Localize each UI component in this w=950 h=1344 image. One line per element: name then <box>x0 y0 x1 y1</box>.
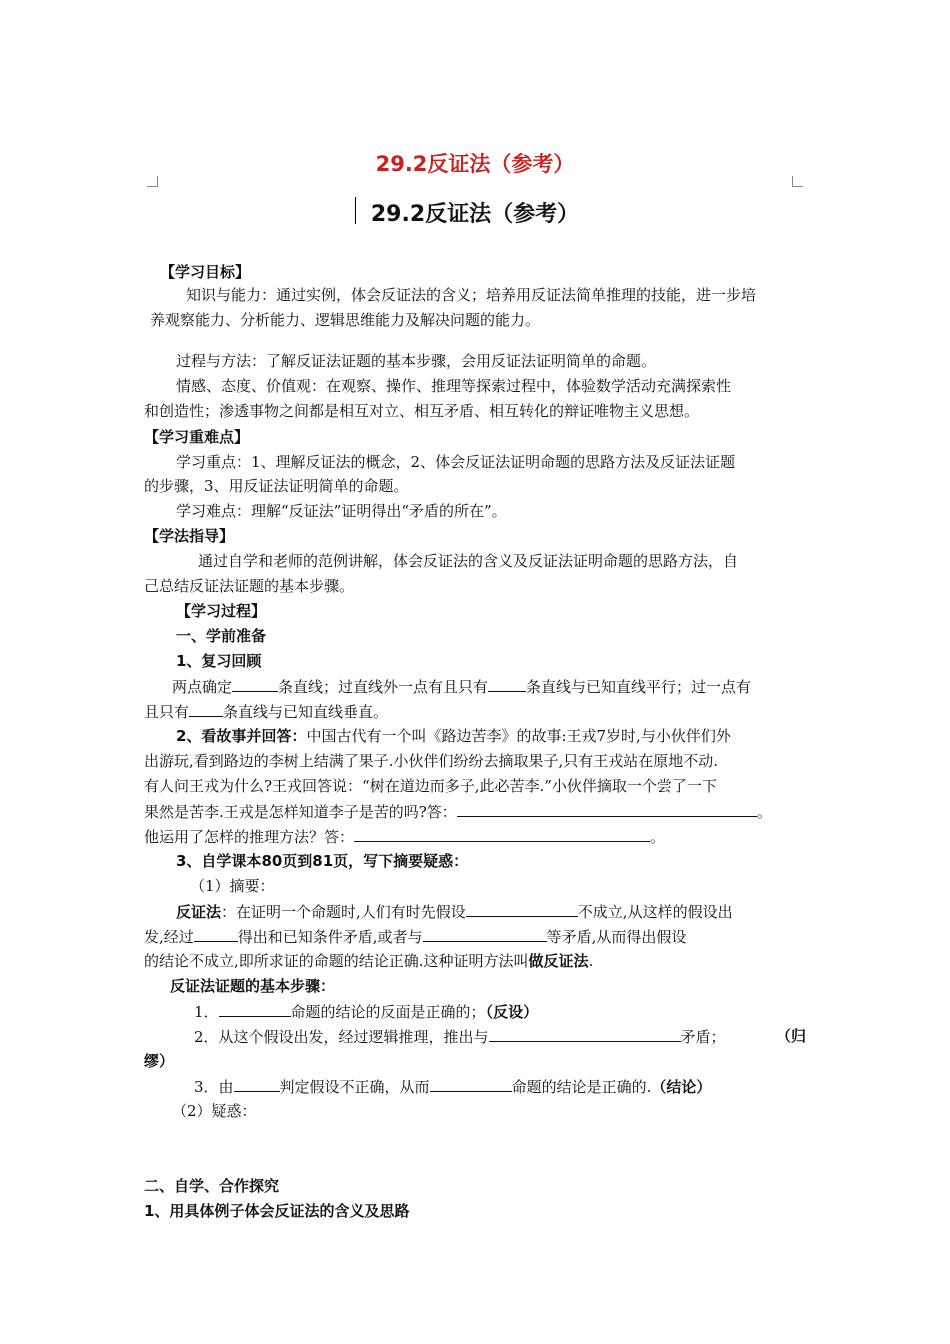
text: 他运用了怎样的推理方法？答： <box>144 828 355 846</box>
definition-line-3 <box>144 951 593 971</box>
answer-blank[interactable] <box>423 926 547 942</box>
text: 中国古代有一个叫《路边苦李》的故事:王戎7岁时,与小伙伴们外 <box>306 727 731 745</box>
doubt-label: （2）疑惑： <box>172 1102 257 1120</box>
steps-heading: 反证法证题的基本步骤： <box>170 977 336 995</box>
text: 判定假设不正确，从而 <box>279 1078 430 1096</box>
goals-line: 养观察能力、分析能力、逻辑思维能力及解决问题的能力。 <box>150 311 541 329</box>
section-2-heading: 二、自学、合作探究 <box>144 1177 280 1195</box>
text: 不成立,从这样的假设出 <box>577 903 733 921</box>
item-2-heading: 2、看故事并回答： <box>176 727 307 745</box>
definition-term: 反证法 <box>176 903 222 921</box>
goals-line: 知识与能力：通过实例，体会反证法的含义；培养用反证法简单推理的技能，进一步培 <box>186 286 757 304</box>
answer-blank[interactable] <box>194 926 238 942</box>
section-2-item-1: 1、用具体例子体会反证法的含义及思路 <box>144 1202 410 1220</box>
story-line-1 <box>176 726 731 746</box>
review-line-2 <box>144 701 388 722</box>
method-heading: 【学法指导】 <box>144 527 235 545</box>
document-header-title: 29.2反证法（参考） <box>375 152 575 176</box>
answer-blank[interactable] <box>488 676 526 692</box>
process-heading: 【学习过程】 <box>176 602 267 620</box>
answer-blank[interactable] <box>430 1076 512 1092</box>
goals-line: 和创造性；渗透事物之间都是相互对立、相互矛盾、相互转化的辩证唯物主义思想。 <box>144 402 700 420</box>
step-1 <box>194 1001 538 1022</box>
definition-line-1 <box>176 901 733 922</box>
answer-blank[interactable] <box>466 901 578 917</box>
text: 果然是苦李.王戎是怎样知道李子是苦的吗?答： <box>144 803 457 821</box>
answer-blank[interactable] <box>232 676 278 692</box>
section-1-heading: 一、学前准备 <box>176 627 267 645</box>
text: 得出和已知条件矛盾,或者与 <box>237 928 423 946</box>
text: 条直线与已知直线平行；过一点有 <box>526 678 752 696</box>
step-2-tag: （归 <box>776 1027 807 1045</box>
story-line-4 <box>144 801 772 822</box>
answer-blank[interactable] <box>234 1076 280 1092</box>
summary-label: （1）摘要： <box>190 877 275 895</box>
margin-corner-mark-right <box>792 176 803 187</box>
text: 3．由 <box>194 1078 234 1096</box>
step-2 <box>194 1026 726 1047</box>
goals-heading: 【学习目标】 <box>160 263 251 281</box>
text: 条直线与已知直线垂直。 <box>223 703 389 721</box>
text: 。 <box>650 828 666 846</box>
text: 的结论不成立,即所求证的命题的结论正确.这种证明方法叫 <box>144 952 529 970</box>
text: ：在证明一个命题时,人们有时先假设 <box>221 903 466 921</box>
margin-corner-mark-left <box>147 176 158 187</box>
text: （结论） <box>651 1078 712 1096</box>
text: 命题的结论的反面是正确的； <box>290 1003 486 1021</box>
item-3-heading: 3、自学课本80页到81页，写下摘要疑惑： <box>176 852 469 870</box>
answer-blank[interactable] <box>189 701 223 717</box>
text: 做反证法 <box>528 952 589 970</box>
keypoints-line: 的步骤，3、用反证法证明简单的命题。 <box>144 477 409 495</box>
answer-blank[interactable] <box>219 1001 291 1017</box>
text: 。 <box>756 803 772 821</box>
page-title[interactable]: 29.2反证法（参考） <box>370 202 580 227</box>
text: 且只有 <box>144 703 190 721</box>
answer-blank[interactable] <box>489 1026 681 1042</box>
keypoints-line: 学习重点：1、理解反证法的概念，2、体会反证法证明命题的思路方法及反证法证题 <box>176 453 736 471</box>
item-1-heading: 1、复习回顾 <box>176 652 262 670</box>
text: 等矛盾,从而得出假设 <box>546 928 687 946</box>
answer-blank[interactable] <box>354 826 650 842</box>
keypoints-heading: 【学习重难点】 <box>144 428 250 446</box>
story-line-3: 有人问王戎为什么?王戎回答说：“树在道边而多子,此必苦李.”小伙伴摘取一个尝了一下 <box>144 777 717 795</box>
step-2-tag-cont: 缪） <box>144 1052 175 1070</box>
review-line-1 <box>172 676 751 697</box>
text: . <box>588 952 594 970</box>
text: （反设） <box>485 1003 539 1021</box>
text: 两点确定 <box>172 678 233 696</box>
story-line-2: 出游玩,看到路边的李树上结满了果子.小伙伴们纷纷去摘取果子,只有王戎站在原地不动. <box>144 752 719 770</box>
text: 条直线；过直线外一点有且只有 <box>278 678 489 696</box>
story-line-5 <box>144 826 665 847</box>
method-line: 己总结反证法证题的基本步骤。 <box>144 577 355 595</box>
step-3 <box>194 1076 711 1097</box>
method-line: 通过自学和老师的范例讲解，体会反证法的含义及反证法证明命题的思路方法，自 <box>198 552 739 570</box>
text: 命题的结论是正确的. <box>511 1078 652 1096</box>
definition-line-2 <box>144 926 686 947</box>
text: 1． <box>194 1003 219 1021</box>
keypoints-line: 学习难点：理解“反证法”证明得出“矛盾的所在”。 <box>176 502 507 520</box>
answer-blank[interactable] <box>457 801 757 817</box>
text: 矛盾； <box>680 1028 726 1046</box>
text: 2．从这个假设出发，经过逻辑推理，推出与 <box>194 1028 489 1046</box>
goals-line: 情感、态度、价值观：在观察、操作、推理等探索过程中，体验数学活动充满探索性 <box>176 377 732 395</box>
goals-line: 过程与方法：了解反证法证题的基本步骤，会用反证法证明简单的命题。 <box>176 352 657 370</box>
text: 发,经过 <box>144 928 194 946</box>
